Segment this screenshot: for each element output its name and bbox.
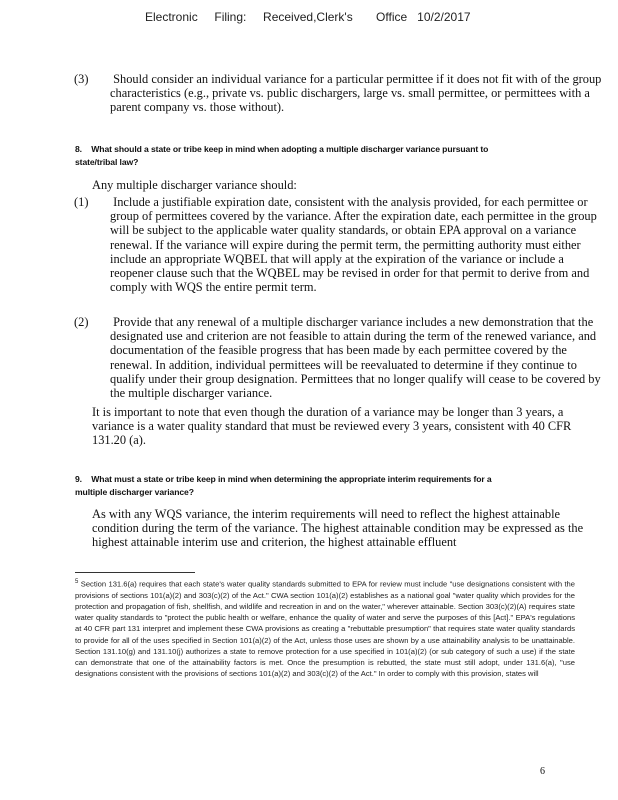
footnote-text: Section 131.6(a) requires that each state's water quality standards submitted to EPA for review must include "use designations consistent with the provisions of sections 101(a)(2) and 303(c)(2) of the Act." CWA section 101(a)(2) establishes as a national goal "water quality which provides for the protection and propagation of fish, shellfish, and wildlife and recreation in and on the water," wherever attainable. Section 303(c)(2)(A) requires state water quality standards to "protect the public health or welfare, enhance the quality of water and serve the purposes of this [Act]." EPA's regulations at 40 CFR part 131 interpret and implement these CWA provisions as creating a "rebuttable presumption" that requires state water quality standards to provide for all of the uses specified in Section 101(a)(2) of the Act, unless those uses are shown by a use attainability analysis to be unattainable. Section 131.10(g) and 131.10(j) authorizes a state to remove protection for a use specified in 101(a)(2) (or sub category of such a use) if the state can demonstrate that one of the attainability factors is met. Once the presumption is rebutted, the state must still adopt, under 131.6(a), "use designations consistent with the provisions of sections 101(a)(2) and 303(c)(2) of the Act." In order to comply with this provision, states will [75,579,575,679]
intro-text: Any multiple discharger variance should: [92,178,297,192]
question-number: 9. [75,474,82,484]
list-item-2 [74,315,610,401]
item-text: Include a justifiable expiration date, consistent with the analysis provided, for each permittee or group of permittees covered by the variance. After the expiration date, each permittee in the group will be subject to the applicable water quality standards, or obtain EPA approval on a variance renewal. If the variance will expire during the permit term, the permitting authority must either include an appropriate WQBEL that will apply at the expiration of the variance or include a reopener clause such that the WQBEL may be revised in order for that permit to derive from and comply with WQS the entire permit term. [110,195,597,295]
item-text: Provide that any renewal of a multiple discharger variance includes a new demonstration that the designated use and criterion are not feasible to attain during the term of the renewed variance, and documentation of the feasible progress that has been made by each permittee covered by the renewal. In addition, individual permittees will be reevaluated to determine if they continue to qualify under their group designation. Permittees that no longer qualify will cease to be covered by the multiple discharger variance. [110,315,601,401]
list-item-3 [74,72,610,115]
question-text: What must a state or tribe keep in mind when determining the appropriate interim requirements for a multiple discharger variance? [75,474,492,497]
note-paragraph: It is important to note that even though the duration of a variance may be longer than 3 years, a variance is a water quality standard that must be reviewed every 3 years, consistent with 40 CFR 131.20 (a). [92,405,572,448]
item-number: (1) [74,195,89,209]
item-number: (2) [74,315,89,329]
filing-header: Electronic Filing: Received,Clerk's Office 10/2/2017 [145,10,471,24]
footnote-divider [75,572,195,573]
page-number: 6 [540,766,545,777]
question-text: What should a state or tribe keep in mind when adopting a multiple discharger variance pursuant to state/tribal law? [75,144,489,167]
question-8 [75,143,525,169]
footnote [75,577,575,679]
question-number: 8. [75,144,82,154]
answer-9-paragraph: As with any WQS variance, the interim requirements will need to reflect the highest attainable condition during the term of the variance. The highest attainable condition may be expressed as the highest attainable interim use and criterion, the highest attainable effluent [92,507,584,550]
list-item-1 [74,195,610,295]
question-9 [75,473,525,499]
item-text: Should consider an individual variance for a particular permittee if it does not fit with of the group characteristics (e.g., private vs. public dischargers, large vs. small permittee, or permittees with a parent company vs. those without). [110,72,602,115]
item-number: (3) [74,72,89,86]
footnote-marker: 5 [75,579,79,585]
